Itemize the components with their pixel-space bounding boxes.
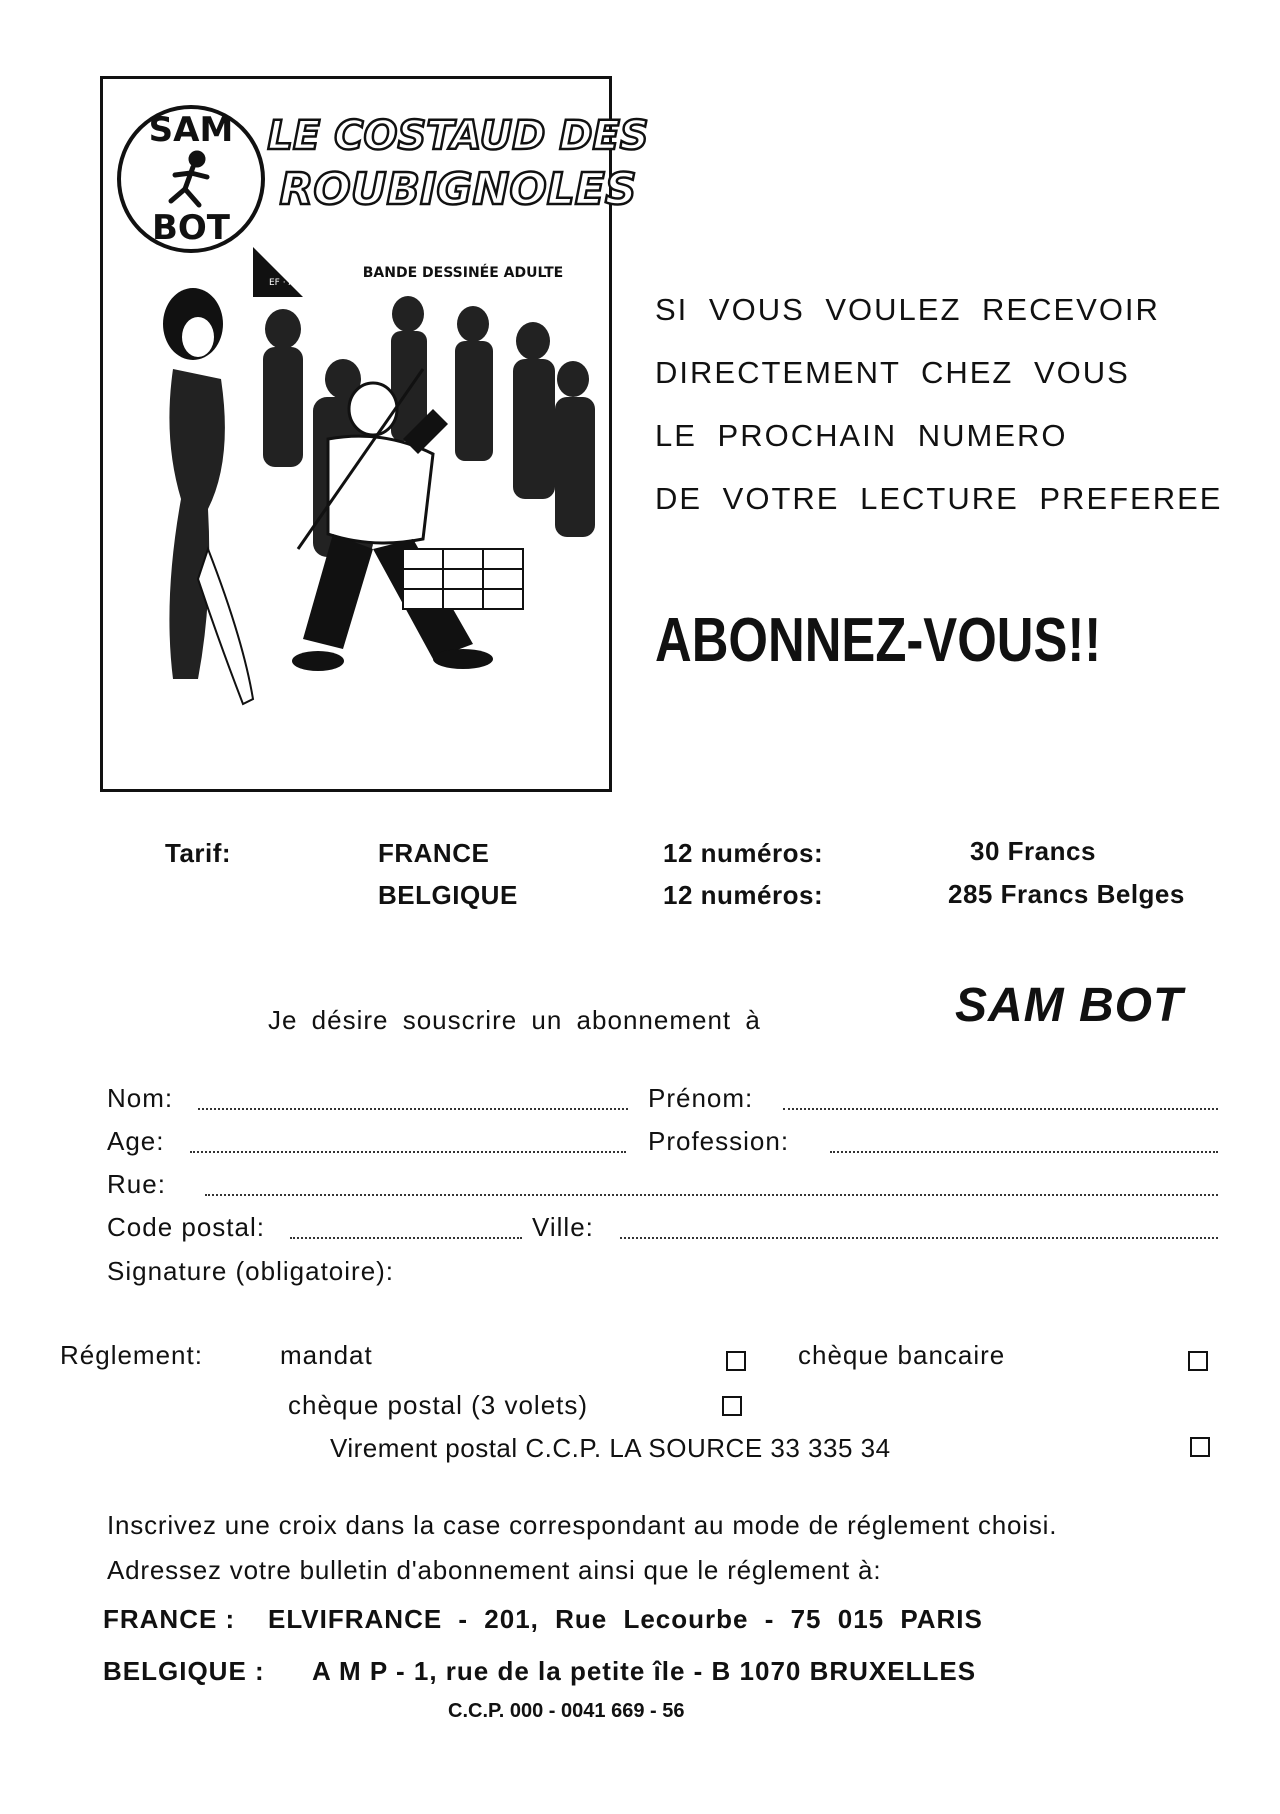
tarif-issues-belgique: 12 numéros: xyxy=(663,880,824,910)
label-nom: Nom: xyxy=(107,1083,174,1113)
tarif-label: Tarif: xyxy=(165,838,232,868)
checkbox-cheque-postal[interactable] xyxy=(722,1396,742,1416)
cover-subtitle: BANDE DESSINÉE ADULTE xyxy=(362,265,564,281)
comic-cover-image xyxy=(100,76,649,792)
instruction-line-2: Adressez votre bulletin d'abonnement ainsi que le réglement à: xyxy=(107,1555,882,1585)
checkbox-mandat[interactable] xyxy=(726,1351,746,1371)
label-code-postal: Code postal: xyxy=(107,1212,265,1242)
ground-shading xyxy=(403,549,523,609)
label-mandat: mandat xyxy=(280,1340,373,1370)
headline-line-2: DIRECTEMENT CHEZ VOUS xyxy=(655,355,1130,390)
checkbox-cheque-bancaire[interactable] xyxy=(1188,1351,1208,1371)
cover-illustration xyxy=(103,79,649,789)
code-postal-field[interactable] xyxy=(290,1237,522,1239)
instruction-line-1: Inscrivez une croix dans la case correspondant au mode de réglement choisi. xyxy=(107,1510,1058,1540)
label-virement: Virement postal C.C.P. LA SOURCE 33 335 34 xyxy=(330,1433,891,1463)
ccp-number: C.C.P. 000 - 0041 669 - 56 xyxy=(448,1700,685,1722)
headline-line-4: DE VOTRE LECTURE PREFEREE xyxy=(655,481,1223,516)
label-reglement: Réglement: xyxy=(60,1340,203,1370)
ville-field[interactable] xyxy=(620,1237,1218,1239)
tarif-country-france: FRANCE xyxy=(378,838,490,868)
belgique-label: BELGIQUE : xyxy=(103,1656,265,1686)
rue-field[interactable] xyxy=(205,1194,1218,1196)
label-signature: Signature (obligatoire): xyxy=(107,1256,395,1286)
france-label: FRANCE : xyxy=(103,1604,236,1634)
label-prenom: Prénom: xyxy=(648,1083,754,1113)
badge-top-text: SAM xyxy=(148,110,234,150)
age-field[interactable] xyxy=(190,1151,626,1153)
belgique-address: A M P - 1, rue de la petite île - B 1070 BRUXELLES xyxy=(312,1656,977,1686)
cover-title-line2: ROUBIGNOLES xyxy=(279,164,637,215)
tarif-country-belgique: BELGIQUE xyxy=(378,880,518,910)
badge-bottom-text: BOT xyxy=(151,208,231,248)
nom-field[interactable] xyxy=(198,1108,628,1110)
checkbox-virement[interactable] xyxy=(1190,1437,1210,1457)
magazine-title: SAM BOT xyxy=(955,979,1184,1032)
publisher-triangle xyxy=(253,247,303,297)
label-age: Age: xyxy=(107,1126,165,1156)
label-cheque-bancaire: chèque bancaire xyxy=(798,1340,1006,1370)
tarif-price-belgique: 285 Francs Belges xyxy=(948,879,1185,909)
label-rue: Rue: xyxy=(107,1169,166,1199)
cta-heading: ABONNEZ-VOUS!! xyxy=(655,606,1102,675)
woman-figure xyxy=(163,288,253,704)
publisher-mark-text: EF · AMPP xyxy=(269,278,314,288)
cover-title-line1: LE COSTAUD DES xyxy=(267,113,649,159)
prenom-field[interactable] xyxy=(783,1108,1218,1110)
france-address: ELVIFRANCE - 201, Rue Lecourbe - 75 015 PARIS xyxy=(268,1604,983,1634)
label-cheque-postal: chèque postal (3 volets) xyxy=(288,1390,589,1420)
headline-line-1: SI VOUS VOULEZ RECEVOIR xyxy=(655,292,1160,327)
subscribe-text: Je désire souscrire un abonnement à xyxy=(268,1005,761,1035)
tarif-price-france: 30 Francs xyxy=(970,836,1096,866)
profession-field[interactable] xyxy=(830,1151,1218,1153)
headline-line-3: LE PROCHAIN NUMERO xyxy=(655,418,1068,453)
tarif-issues-france: 12 numéros: xyxy=(663,838,824,868)
label-profession: Profession: xyxy=(648,1126,790,1156)
label-ville: Ville: xyxy=(532,1212,594,1242)
